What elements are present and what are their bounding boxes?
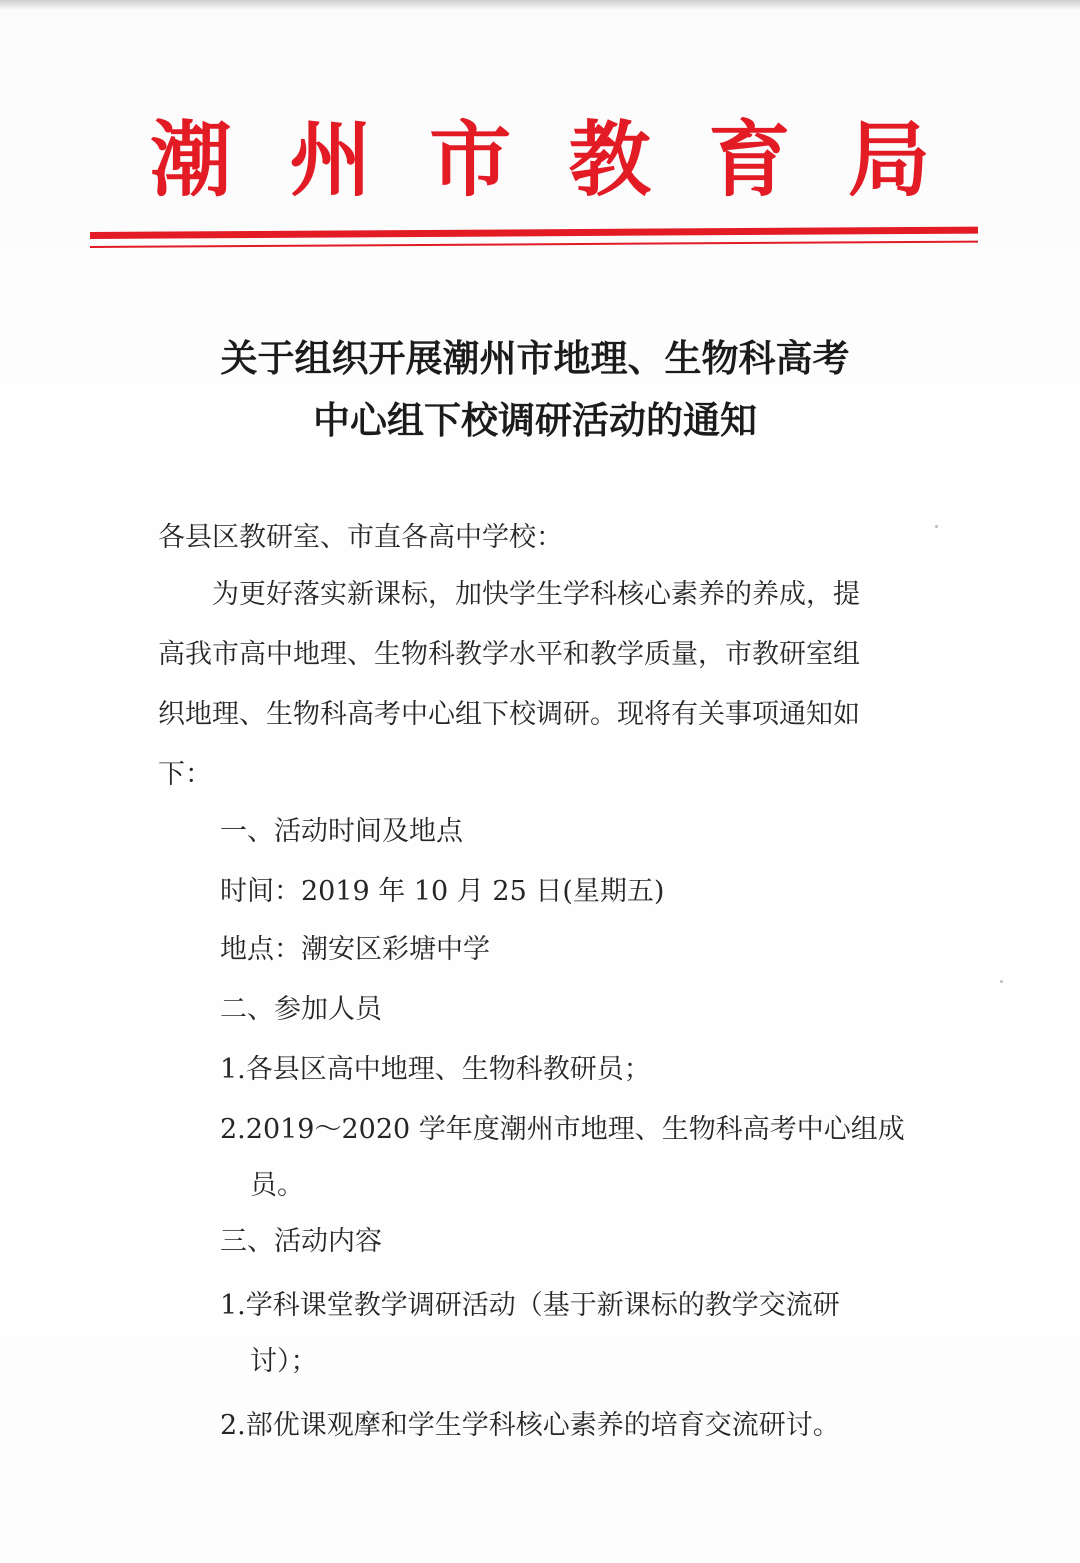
scan-edge-shadow	[0, 0, 1080, 10]
content-item-1-continued: 讨）；	[250, 1346, 318, 1377]
letterhead-char: 局	[847, 112, 930, 208]
letterhead-char: 教	[568, 112, 651, 208]
letterhead-char: 育	[708, 112, 791, 208]
section-heading-content: 三、活动内容	[220, 1226, 382, 1257]
scan-speck	[1000, 980, 1003, 983]
intro-line: 高我市高中地理、生物科教学水平和教学质量，市教研室组	[158, 639, 860, 670]
intro-line: 下：	[158, 759, 212, 790]
letterhead-char: 州	[289, 112, 372, 208]
participants-item-2-continued: 员。	[250, 1170, 304, 1201]
participants-item-1: 1.各县区高中地理、生物科教研员；	[220, 1054, 651, 1085]
letterhead-rule-thin	[90, 241, 978, 248]
participants-item-2: 2.2019～2020 学年度潮州市地理、生物科高考中心组成	[220, 1114, 905, 1145]
intro-paragraph	[158, 565, 928, 805]
title-line-1: 关于组织开展潮州市地理、生物科高考	[220, 337, 850, 380]
activity-place: 地点：潮安区彩塘中学	[220, 934, 490, 965]
intro-line: 为更好落实新课标，加快学生学科核心素养的养成，提	[158, 579, 860, 610]
intro-line: 织地理、生物科高考中心组下校调研。现将有关事项通知如	[158, 699, 860, 730]
activity-time: 时间：2019 年 10 月 25 日(星期五)	[220, 876, 665, 907]
letterhead-char: 市	[429, 112, 512, 208]
section-heading-time-place: 一、活动时间及地点	[220, 816, 463, 847]
content-item-1: 1.学科课堂教学调研活动（基于新课标的教学交流研	[220, 1290, 840, 1321]
salutation: 各县区教研室、市直各高中学校：	[158, 522, 563, 553]
scan-speck	[935, 525, 938, 528]
title-line-2: 中心组下校调研活动的通知	[313, 399, 757, 442]
section-heading-participants: 二、参加人员	[220, 994, 382, 1025]
letterhead	[150, 105, 930, 215]
letterhead-rule-thick	[90, 227, 978, 239]
content-item-2: 2.部优课观摩和学生学科核心素养的培育交流研讨。	[220, 1410, 840, 1441]
document-title	[150, 328, 920, 452]
letterhead-char: 潮	[150, 112, 233, 208]
